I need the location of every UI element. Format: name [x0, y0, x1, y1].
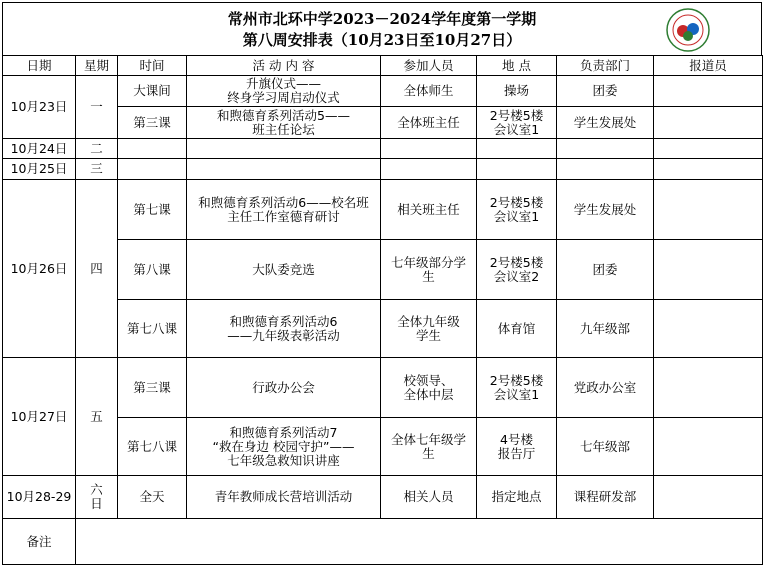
reporter-cell	[654, 358, 763, 418]
weekday-cell: 四	[76, 180, 118, 358]
reporter-cell	[654, 476, 763, 519]
header-location: 地 点	[477, 56, 557, 76]
department-cell: 学生发展处	[557, 180, 654, 240]
text-line: 全体中层	[403, 386, 454, 402]
activity-cell	[187, 476, 381, 519]
weekday-cell: 三	[76, 159, 118, 180]
reporter-cell	[654, 76, 763, 107]
department-cell: 党政办公室	[557, 358, 654, 418]
text-line: 2号楼5楼	[489, 372, 544, 388]
header-reporter: 报道员	[654, 56, 763, 76]
participants-cell	[381, 107, 477, 139]
remark-content	[76, 519, 763, 565]
activity-cell	[187, 76, 381, 107]
text-line: 操场	[503, 83, 529, 98]
location-cell	[477, 107, 557, 139]
location-cell	[477, 240, 557, 300]
header-department: 负责部门	[557, 56, 654, 76]
text-line: 生	[422, 268, 435, 284]
text-line: 生	[422, 445, 435, 461]
text-line: 和煦德育系列活动5——	[217, 107, 350, 123]
empty-cell	[118, 139, 187, 159]
reporter-cell	[654, 418, 763, 476]
date-cell: 10月24日	[3, 139, 76, 159]
location-cell	[477, 300, 557, 358]
text-line: “救在身边 校园守护”——	[212, 438, 355, 454]
schedule-table	[2, 55, 763, 565]
text-line: 校领导、	[403, 372, 454, 388]
empty-cell	[187, 139, 381, 159]
weekday-cell: 五	[76, 358, 118, 476]
text-line: 2号楼5楼	[489, 194, 544, 210]
text-line: 全体七年级学	[390, 431, 466, 447]
page-subtitle: 第八周安排表（10月23日至10月27日）	[242, 31, 522, 49]
reporter-cell	[654, 107, 763, 139]
text-line: 和煦德育系列活动6	[229, 313, 338, 329]
text-line: 全体班主任	[397, 114, 460, 130]
text-line: 4号楼	[500, 431, 533, 447]
text-line: 终身学习周启动仪式	[227, 90, 340, 105]
activity-cell	[187, 240, 381, 300]
participants-cell	[381, 180, 477, 240]
text-line: 大队委竞选	[252, 261, 315, 277]
text-line: 和煦德育系列活动6——校名班	[198, 194, 369, 210]
header-participants: 参加人员	[381, 56, 477, 76]
weekday-cell: 一	[76, 76, 118, 139]
activity-cell	[187, 418, 381, 476]
time-cell: 第七八课	[118, 300, 187, 358]
text-line: 全体九年级	[397, 313, 460, 329]
text-line: 指定地点	[491, 489, 542, 504]
location-cell	[477, 180, 557, 240]
activity-cell	[187, 300, 381, 358]
table-row	[3, 159, 763, 180]
empty-cell	[477, 159, 557, 180]
empty-cell	[477, 139, 557, 159]
reporter-cell	[654, 240, 763, 300]
text-line: 会议室1	[493, 208, 540, 224]
date-cell: 10月25日	[3, 159, 76, 180]
time-cell: 大课间	[118, 76, 187, 107]
remark-label: 备注	[3, 519, 76, 565]
text-line: 六	[90, 482, 103, 497]
time-cell: 第三课	[118, 107, 187, 139]
school-seal-icon	[663, 7, 713, 53]
participants-cell	[381, 300, 477, 358]
text-line: 相关班主任	[397, 201, 460, 217]
empty-cell	[381, 139, 477, 159]
remark-row	[3, 519, 763, 565]
text-line: ——九年级表彰活动	[227, 327, 340, 343]
title-area	[2, 2, 762, 56]
table-row	[3, 358, 763, 418]
text-line: 行政办公会	[252, 379, 315, 395]
text-line: 七年级急救知识讲座	[227, 452, 340, 468]
table-row	[3, 476, 763, 519]
text-line: 班主任论坛	[252, 121, 315, 137]
text-line: 会议室2	[493, 268, 540, 284]
text-line: 2号楼5楼	[489, 107, 544, 123]
department-cell: 九年级部	[557, 300, 654, 358]
table-row	[3, 139, 763, 159]
text-line: 升旗仪式——	[245, 76, 321, 91]
reporter-cell	[654, 180, 763, 240]
time-cell: 第七课	[118, 180, 187, 240]
header-weekday: 星期	[76, 56, 118, 76]
text-line: 报告厅	[497, 445, 536, 461]
location-cell	[477, 358, 557, 418]
participants-cell	[381, 476, 477, 519]
header-time: 时间	[118, 56, 187, 76]
header-activity: 活 动 内 容	[187, 56, 381, 76]
weekday-cell: 二	[76, 139, 118, 159]
text-line: 会议室1	[493, 386, 540, 402]
time-cell: 第八课	[118, 240, 187, 300]
page-title: 常州市北环中学2023－2024学年度第一学期	[227, 10, 537, 28]
header-date: 日期	[3, 56, 76, 76]
text-line: 七年级部分学	[390, 254, 466, 270]
empty-cell	[557, 139, 654, 159]
participants-cell	[381, 418, 477, 476]
location-cell	[477, 418, 557, 476]
department-cell: 团委	[557, 240, 654, 300]
table-row	[3, 76, 763, 107]
department-cell: 七年级部	[557, 418, 654, 476]
date-cell: 10月28-29	[3, 476, 76, 519]
text-line: 日	[90, 496, 103, 511]
empty-cell	[654, 139, 763, 159]
text-line: 体育馆	[497, 320, 536, 336]
reporter-cell	[654, 300, 763, 358]
text-line: 会议室1	[493, 121, 540, 137]
empty-cell	[381, 159, 477, 180]
department-cell: 学生发展处	[557, 107, 654, 139]
text-line: 主任工作室德育研讨	[227, 208, 340, 224]
participants-cell	[381, 358, 477, 418]
text-line: 2号楼5楼	[489, 254, 544, 270]
location-cell	[477, 476, 557, 519]
weekday-cell	[76, 476, 118, 519]
participants-cell	[381, 76, 477, 107]
activity-cell	[187, 358, 381, 418]
time-cell: 第七八课	[118, 418, 187, 476]
time-cell: 全天	[118, 476, 187, 519]
activity-cell	[187, 107, 381, 139]
time-cell: 第三课	[118, 358, 187, 418]
text-line: 和煦德育系列活动7	[229, 424, 338, 440]
text-line: 相关人员	[403, 489, 454, 504]
text-line: 全体师生	[403, 83, 454, 98]
text-line: 青年教师成长营培训活动	[214, 489, 353, 504]
empty-cell	[118, 159, 187, 180]
department-cell: 团委	[557, 76, 654, 107]
header-row	[3, 56, 763, 76]
location-cell	[477, 76, 557, 107]
empty-cell	[654, 159, 763, 180]
empty-cell	[187, 159, 381, 180]
date-cell: 10月26日	[3, 180, 76, 358]
text-line: 学生	[415, 327, 441, 343]
department-cell: 课程研发部	[557, 476, 654, 519]
empty-cell	[557, 159, 654, 180]
date-cell: 10月23日	[3, 76, 76, 139]
activity-cell	[187, 180, 381, 240]
table-row	[3, 180, 763, 240]
date-cell: 10月27日	[3, 358, 76, 476]
participants-cell	[381, 240, 477, 300]
